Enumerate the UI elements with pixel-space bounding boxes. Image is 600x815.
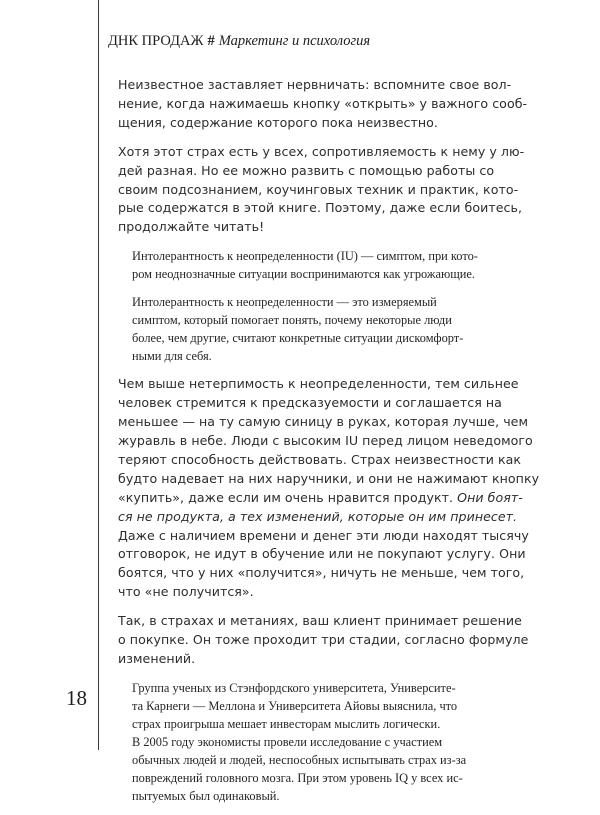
text-line: та Карнеги — Меллона и Университета Айовы выяснила, что bbox=[132, 698, 458, 713]
text-line: Группа ученых из Стэнфордского университета, Университе- bbox=[132, 680, 456, 695]
definition-block-2 bbox=[132, 293, 546, 365]
text-line: человек стремится к предсказуемости и соглашается на bbox=[118, 395, 502, 411]
paragraph-1 bbox=[118, 76, 546, 133]
text-line: Хотя этот страх есть у всех, сопротивляемость к нему у лю- bbox=[118, 143, 525, 159]
research-note-block bbox=[132, 679, 546, 805]
text-line: щения, содержание которого пока неизвестно. bbox=[118, 114, 438, 130]
text-line: продолжайте читать! bbox=[118, 219, 265, 235]
text-line: боятся, что у них «получится», ничуть не меньше, чем того, bbox=[118, 565, 525, 581]
text-line: страх проигрыша мешает инвесторам мыслить логически. bbox=[132, 716, 441, 731]
paragraph-4 bbox=[118, 612, 546, 669]
definition-block-1 bbox=[132, 247, 546, 283]
text-line: отговорок, не идут в обучение или не покупают услугу. Они bbox=[118, 546, 526, 562]
text-line: Интолерантность к неопределенности — это измеряемый bbox=[132, 295, 437, 310]
text-line: о покупке. Он тоже проходит три стадии, согласно формуле bbox=[118, 632, 529, 648]
text-line: дей разная. Но ее можно развить с помощью работы со bbox=[118, 162, 495, 178]
text-line: Чем выше нетерпимость к неопределенности, тем сильнее bbox=[118, 376, 519, 392]
text-line: повреждений головного мозга. При этом уровень IQ у всех ис- bbox=[132, 770, 463, 785]
hash-separator-icon: # bbox=[207, 33, 215, 49]
text-line: нение, когда нажимаешь кнопку «открыть» у важного сооб- bbox=[118, 95, 528, 111]
text-line: журавль в небе. Люди с высоким IU перед лицом неведомого bbox=[118, 432, 533, 448]
text-line: обычных людей и людей, неспособных испытывать страх из-за bbox=[132, 752, 467, 767]
text-line: Так, в страхах и метаниях, ваш клиент принимает решение bbox=[118, 613, 522, 629]
text-line: ром неоднозначные ситуации воспринимаются как угрожающие. bbox=[132, 267, 476, 282]
text-line bbox=[118, 489, 546, 508]
text-line: симптом, который помогает понять, почему некоторые люди bbox=[132, 313, 452, 328]
text-line bbox=[118, 508, 546, 527]
running-header bbox=[108, 33, 370, 53]
text-line: более, чем другие, считают конкретные ситуации дискомфорт- bbox=[132, 331, 464, 346]
text-line: своим подсознанием, коучинговых техник и практик, кото- bbox=[118, 181, 519, 197]
paragraph-2 bbox=[118, 143, 546, 238]
paragraph-3 bbox=[118, 375, 546, 602]
chapter-subtitle: Маркетинг и психология bbox=[218, 33, 371, 49]
text-line: пытуемых был одинаковый. bbox=[132, 788, 280, 803]
text-line: Неизвестное заставляет нервничать: вспомните свое вол- bbox=[118, 77, 512, 92]
book-title: ДНК ПРОДАЖ bbox=[108, 33, 204, 49]
text-line: теряют способность действовать. Страх неизвестности как bbox=[118, 451, 522, 467]
text-line: В 2005 году экономисты провели исследование с участием bbox=[132, 734, 443, 749]
page-number: 18 bbox=[66, 686, 87, 710]
text-line: что «не получится». bbox=[118, 584, 254, 600]
text-run: «купить», даже если им очень нравится продукт. bbox=[118, 489, 454, 505]
text-line: рые содержатся в этой книге. Поэтому, даже если боитесь, bbox=[118, 200, 523, 216]
text-line: будто надевает на них наручники, и они не нажимают кнопку bbox=[118, 470, 540, 486]
text-line: Даже с наличием времени и денег эти люди находят тысячу bbox=[118, 527, 529, 543]
emphasis-text: Они боят- bbox=[457, 489, 523, 505]
page-body bbox=[118, 76, 546, 815]
margin-rule bbox=[98, 0, 99, 750]
text-line: ными для себя. bbox=[132, 349, 212, 364]
text-line: меньшее — на ту самую синицу в руках, которая лучше, чем bbox=[118, 414, 529, 430]
emphasis-text: ся не продукта, а тех изменений, которые он им принесет. bbox=[118, 508, 518, 524]
text-line: изменений. bbox=[118, 650, 196, 666]
text-line: Интолерантность к неопределенности (IU) — симптом, при кото- bbox=[132, 249, 478, 264]
